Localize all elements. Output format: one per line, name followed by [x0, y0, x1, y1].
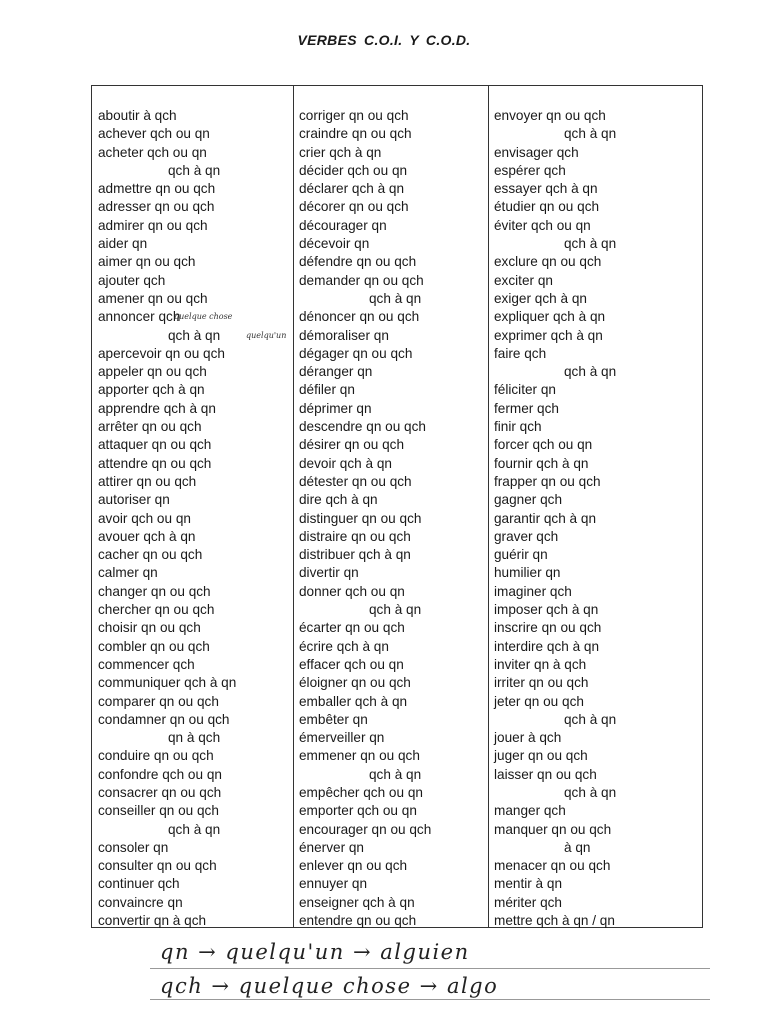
verb-entry: aider qn	[98, 236, 148, 252]
verb-entry: gagner qch	[494, 492, 563, 508]
verb-column-1	[98, 107, 236, 930]
verb-entry: annoncer qch	[98, 309, 181, 325]
verb-entry: donner qch ou qn	[299, 583, 405, 599]
verb-entry: conduire qn ou qch	[98, 748, 214, 764]
verb-entry-continuation: qn à qch	[168, 730, 221, 746]
verb-entry: menacer qn ou qch	[494, 858, 611, 874]
verb-entry-continuation: qch à qn	[564, 711, 617, 727]
verb-entry: jeter qn ou qch	[494, 693, 584, 709]
verb-entry: choisir qn ou qch	[98, 620, 201, 636]
verb-entry-continuation: qch à qn	[168, 327, 221, 343]
verb-entry: énerver qn	[299, 839, 364, 855]
verb-entry: adresser qn ou qch	[98, 199, 215, 215]
verb-entry: garantir qch à qn	[494, 510, 597, 526]
verb-entry: emballer qch à qn	[299, 693, 408, 709]
footer-rule	[150, 999, 710, 1000]
verb-entry: attirer qn ou qch	[98, 473, 197, 489]
verb-entry: corriger qn ou qch	[299, 108, 409, 123]
verb-entry: manquer qn ou qch	[494, 821, 612, 837]
verb-entry: condamner qn ou qch	[98, 711, 230, 727]
verb-entry: mettre qch à qn / qn	[494, 913, 615, 929]
verb-entry: calmer qn	[98, 565, 158, 581]
verb-entry-continuation: qch à qn	[564, 236, 617, 252]
verb-entry: frapper qn ou qch	[494, 473, 601, 489]
verb-entry: guérir qn	[494, 547, 548, 563]
verb-entry: avoir qch ou qn	[98, 510, 191, 526]
verb-entry: démoraliser qn	[299, 327, 389, 343]
verb-entry: consoler qn	[98, 839, 169, 855]
verb-entry: attendre qn ou qch	[98, 455, 212, 471]
verb-entry: achever qch ou qn	[98, 126, 210, 142]
verb-entry: imposer qch à qn	[494, 602, 599, 618]
verb-entry-continuation: qch à qn	[564, 126, 617, 142]
column-divider	[293, 86, 294, 927]
verb-entry: déclarer qch à qn	[299, 181, 405, 197]
verb-entry: enseigner qch à qn	[299, 894, 415, 910]
verb-entry: décorer qn ou qch	[299, 199, 409, 215]
verb-entry: divertir qn	[299, 565, 359, 581]
verb-entry: confondre qch ou qn	[98, 766, 222, 782]
verb-entry: inviter qn à qch	[494, 656, 587, 672]
verb-entry: enlever qn ou qch	[299, 858, 408, 874]
verb-entry: dénoncer qn ou qch	[299, 309, 420, 325]
verb-entry: admettre qn ou qch	[98, 181, 216, 197]
verb-entry-continuation: qch à qn	[168, 821, 221, 837]
verb-entry: apporter qch à qn	[98, 382, 205, 398]
verb-entry: irriter qn ou qch	[494, 675, 589, 691]
verb-entry: laisser qn ou qch	[494, 766, 597, 782]
verb-entry: juger qn ou qch	[494, 748, 588, 764]
verb-entry: interdire qch à qn	[494, 638, 600, 654]
verb-entry: défiler qn	[299, 382, 355, 398]
verb-entry: finir qch	[494, 419, 542, 435]
verb-entry: chercher qn ou qch	[98, 602, 215, 618]
verb-entry: manger qch	[494, 803, 566, 819]
verb-entry: décider qch ou qn	[299, 162, 408, 178]
handwritten-note: quelque chose	[174, 312, 233, 321]
footer-handwritten-note: qch → quelque chose → algo	[160, 974, 499, 998]
verb-entry: graver qch	[494, 528, 559, 544]
verb-column-3	[494, 107, 616, 930]
verb-entry: dégager qn ou qch	[299, 345, 413, 361]
verb-entry: inscrire qn ou qch	[494, 620, 602, 636]
verb-entry: convaincre qn	[98, 894, 183, 910]
verb-entry: consacrer qn ou qch	[98, 784, 222, 800]
verb-entry: entendre qn ou qch	[299, 913, 417, 929]
verb-entry: féliciter qn	[494, 382, 556, 398]
verb-entry: mentir à qn	[494, 876, 563, 892]
verb-entry: appeler qn ou qch	[98, 364, 207, 380]
footer-handwritten-note: qn → quelqu'un → alguien	[160, 940, 470, 964]
verb-entry: étudier qn ou qch	[494, 199, 600, 215]
verb-entry: détester qn ou qch	[299, 473, 412, 489]
verb-entry: décevoir qn	[299, 236, 370, 252]
verb-entry: distribuer qch à qn	[299, 547, 411, 563]
verb-entry: ennuyer qn	[299, 876, 368, 892]
verb-entry: conseiller qn ou qch	[98, 803, 219, 819]
verb-entry: attaquer qn ou qch	[98, 437, 212, 453]
verb-entry: empêcher qch ou qn	[299, 784, 423, 800]
verb-entry: dire qch à qn	[299, 492, 378, 508]
verb-entry: arrêter qn ou qch	[98, 419, 202, 435]
verb-entry: admirer qn ou qch	[98, 217, 208, 233]
column-divider	[488, 86, 489, 927]
page-title: VERBES C.O.I. Y C.O.D.	[297, 32, 471, 48]
verb-entry-continuation: qch à qn	[369, 290, 422, 306]
verb-column-2	[299, 107, 431, 930]
verb-entry: éloigner qn ou qch	[299, 675, 411, 691]
verb-entry: acheter qch ou qn	[98, 144, 207, 160]
verb-entry: fermer qch	[494, 400, 559, 416]
verb-entry: consulter qn ou qch	[98, 858, 217, 874]
verb-entry: écrire qch à qn	[299, 638, 389, 654]
verb-entry: éviter qch ou qn	[494, 217, 591, 233]
verb-entry: décourager qn	[299, 217, 387, 233]
verb-entry: aboutir à qch	[98, 108, 177, 123]
verb-entry: apprendre qch à qn	[98, 400, 216, 416]
verb-entry: humilier qn	[494, 565, 561, 581]
verb-entry: espérer qch	[494, 162, 566, 178]
verb-entry-continuation: qch à qn	[369, 602, 422, 618]
verb-entry: emporter qch ou qn	[299, 803, 417, 819]
verb-entry: crier qch à qn	[299, 144, 382, 160]
verb-entry: avouer qch à qn	[98, 528, 196, 544]
verb-entry: distraire qn ou qch	[299, 528, 411, 544]
verb-entry: mériter qch	[494, 894, 562, 910]
verb-entry: forcer qch ou qn	[494, 437, 593, 453]
verb-entry: apercevoir qn ou qch	[98, 345, 225, 361]
verb-entry: effacer qch ou qn	[299, 656, 404, 672]
verb-entry: imaginer qch	[494, 583, 572, 599]
verb-entry: commencer qch	[98, 656, 195, 672]
verb-entry: envoyer qn ou qch	[494, 108, 606, 123]
verb-entry: exciter qn	[494, 272, 553, 288]
verb-entry: essayer qch à qn	[494, 181, 598, 197]
verb-entry: écarter qn ou qch	[299, 620, 405, 636]
verb-entry: combler qn ou qch	[98, 638, 210, 654]
verb-entry: défendre qn ou qch	[299, 254, 417, 270]
verb-entry: cacher qn ou qch	[98, 547, 203, 563]
verb-entry: fournir qch à qn	[494, 455, 589, 471]
verb-table	[91, 85, 703, 928]
verb-entry-continuation: à qn	[564, 839, 591, 855]
verb-entry: embêter qn	[299, 711, 368, 727]
verb-entry: changer qn ou qch	[98, 583, 211, 599]
verb-entry: amener qn ou qch	[98, 290, 208, 306]
verb-entry: envisager qch	[494, 144, 579, 160]
verb-entry-continuation: qch à qn	[564, 364, 617, 380]
verb-entry: communiquer qch à qn	[98, 675, 237, 691]
verb-entry: comparer qn ou qch	[98, 693, 219, 709]
verb-entry: descendre qn ou qch	[299, 419, 426, 435]
verb-entry: aimer qn ou qch	[98, 254, 196, 270]
verb-entry-continuation: qch à qn	[168, 162, 221, 178]
verb-entry: émerveiller qn	[299, 730, 385, 746]
verb-entry: déranger qn	[299, 364, 373, 380]
verb-entry: faire qch	[494, 345, 547, 361]
verb-entry: autoriser qn	[98, 492, 170, 508]
handwritten-note: quelqu'un	[246, 331, 287, 340]
verb-entry: emmener qn ou qch	[299, 748, 420, 764]
verb-entry: désirer qn ou qch	[299, 437, 405, 453]
verb-entry: ajouter qch	[98, 272, 166, 288]
verb-entry-continuation: qch à qn	[564, 784, 617, 800]
verb-entry: encourager qn ou qch	[299, 821, 432, 837]
verb-entry: demander qn ou qch	[299, 272, 424, 288]
footer-rule	[150, 968, 710, 969]
verb-entry: jouer à qch	[494, 730, 562, 746]
verb-entry: exclure qn ou qch	[494, 254, 602, 270]
verb-entry: distinguer qn ou qch	[299, 510, 422, 526]
verb-entry: convertir qn à qch	[98, 913, 207, 929]
verb-entry: devoir qch à qn	[299, 455, 392, 471]
verb-entry: exprimer qch à qn	[494, 327, 603, 343]
verb-entry-continuation: qch à qn	[369, 766, 422, 782]
verb-entry: continuer qch	[98, 876, 180, 892]
verb-entry: expliquer qch à qn	[494, 309, 606, 325]
verb-entry: déprimer qn	[299, 400, 372, 416]
verb-entry: craindre qn ou qch	[299, 126, 412, 142]
verb-entry: exiger qch à qn	[494, 290, 587, 306]
